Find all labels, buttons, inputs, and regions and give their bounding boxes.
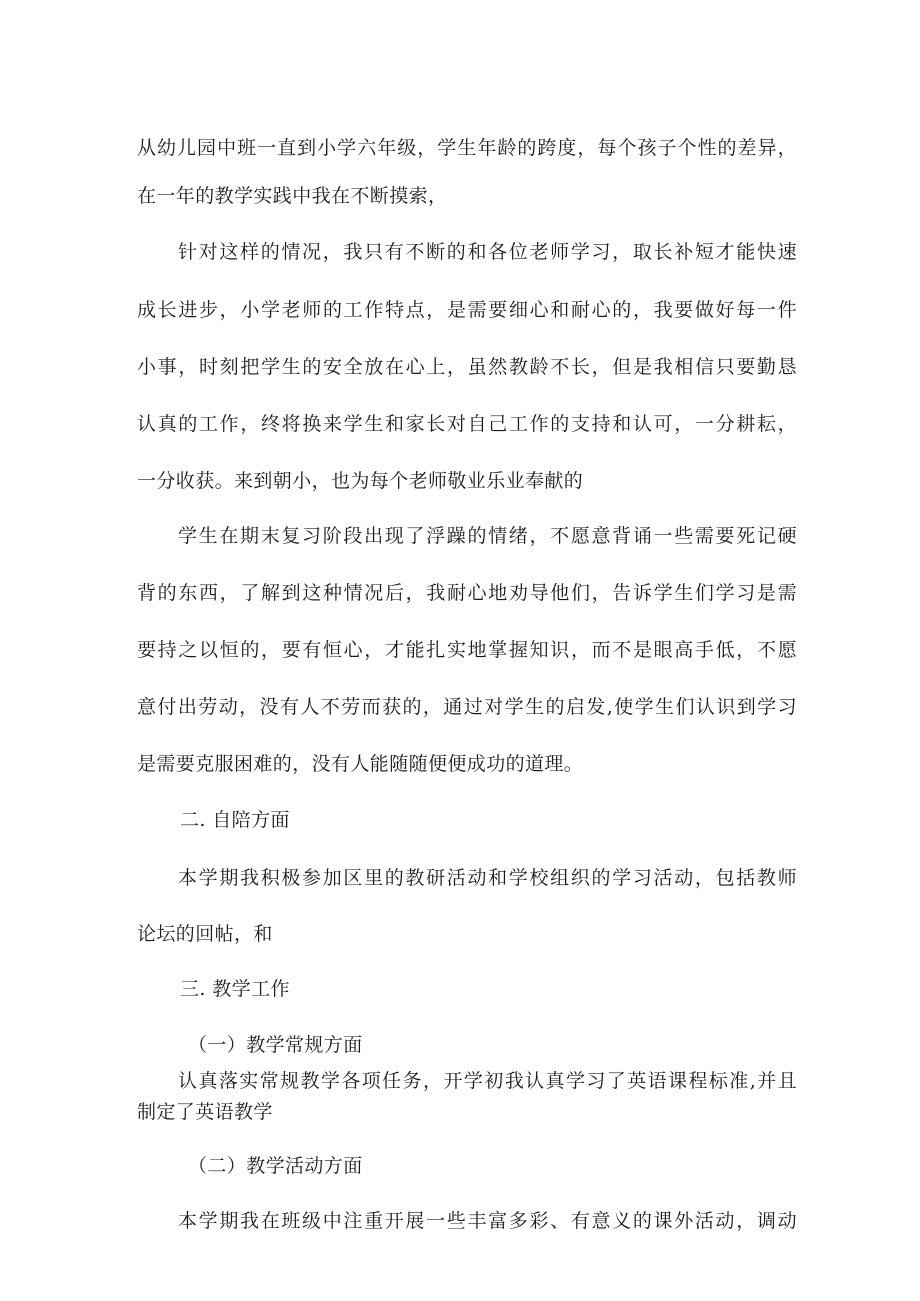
paragraph-3-line-2: 背的东西，了解到这种情况后，我耐心地劝导他们，告诉学生们学习是需 — [137, 582, 797, 604]
subheading-1: （一）教学常规方面 — [188, 1034, 363, 1056]
paragraph-2-line-3: 小事，时刻把学生的安全放在心上，虽然教龄不长，但是我相信只要勤恳 — [137, 356, 797, 378]
paragraph-5-line-2: 制定了英语教学 — [137, 1101, 273, 1123]
paragraph-1-line-1: 从幼儿园中班一直到小学六年级，学生年龄的跨度，每个孩子个性的差异， — [137, 137, 797, 159]
paragraph-2-line-2: 成长进步，小学老师的工作特点，是需要细心和耐心的，我要做好每一件 — [137, 299, 797, 321]
paragraph-1-line-2: 在一年的教学实践中我在不断摸索， — [137, 185, 448, 207]
paragraph-3-line-3: 要持之以恒的，要有恒心，才能扎实地掌握知识，而不是眼高手低，不愿 — [137, 639, 797, 661]
paragraph-2-line-4: 认真的工作，终将换来学生和家长对自己工作的支持和认可，一分耕耘， — [137, 413, 797, 435]
section-heading-2: 二. 自陪方面 — [180, 809, 290, 831]
paragraph-6-line-1: 本学期我在班级中注重开展一些丰富多彩、有意义的课外活动，调动 — [178, 1210, 797, 1232]
paragraph-2-line-1: 针对这样的情况，我只有不断的和各位老师学习，取长补短才能快速 — [178, 241, 797, 263]
paragraph-3-line-5: 是需要克服困难的，没有人能随随便便成功的道理。 — [137, 753, 584, 775]
paragraph-4-line-1: 本学期我积极参加区里的教研活动和学校组织的学习活动，包括教师 — [178, 867, 797, 889]
paragraph-3-line-1: 学生在期末复习阶段出现了浮躁的情绪，不愿意背诵一些需要死记硬 — [178, 525, 797, 547]
paragraph-2-line-5: 一分收获。来到朝小，也为每个老师敬业乐业奉献的 — [137, 470, 584, 492]
paragraph-5-line-1: 认真落实常规教学各项任务，开学初我认真学习了英语课程标准,并且 — [178, 1070, 797, 1092]
subheading-2: （二）教学活动方面 — [188, 1155, 363, 1177]
section-heading-3: 三. 教学工作 — [180, 978, 290, 1000]
paragraph-3-line-4: 意付出劳动，没有人不劳而获的，通过对学生的启发,使学生们认识到学习 — [137, 696, 797, 718]
paragraph-4-line-2: 论坛的回帖，和 — [137, 923, 273, 945]
